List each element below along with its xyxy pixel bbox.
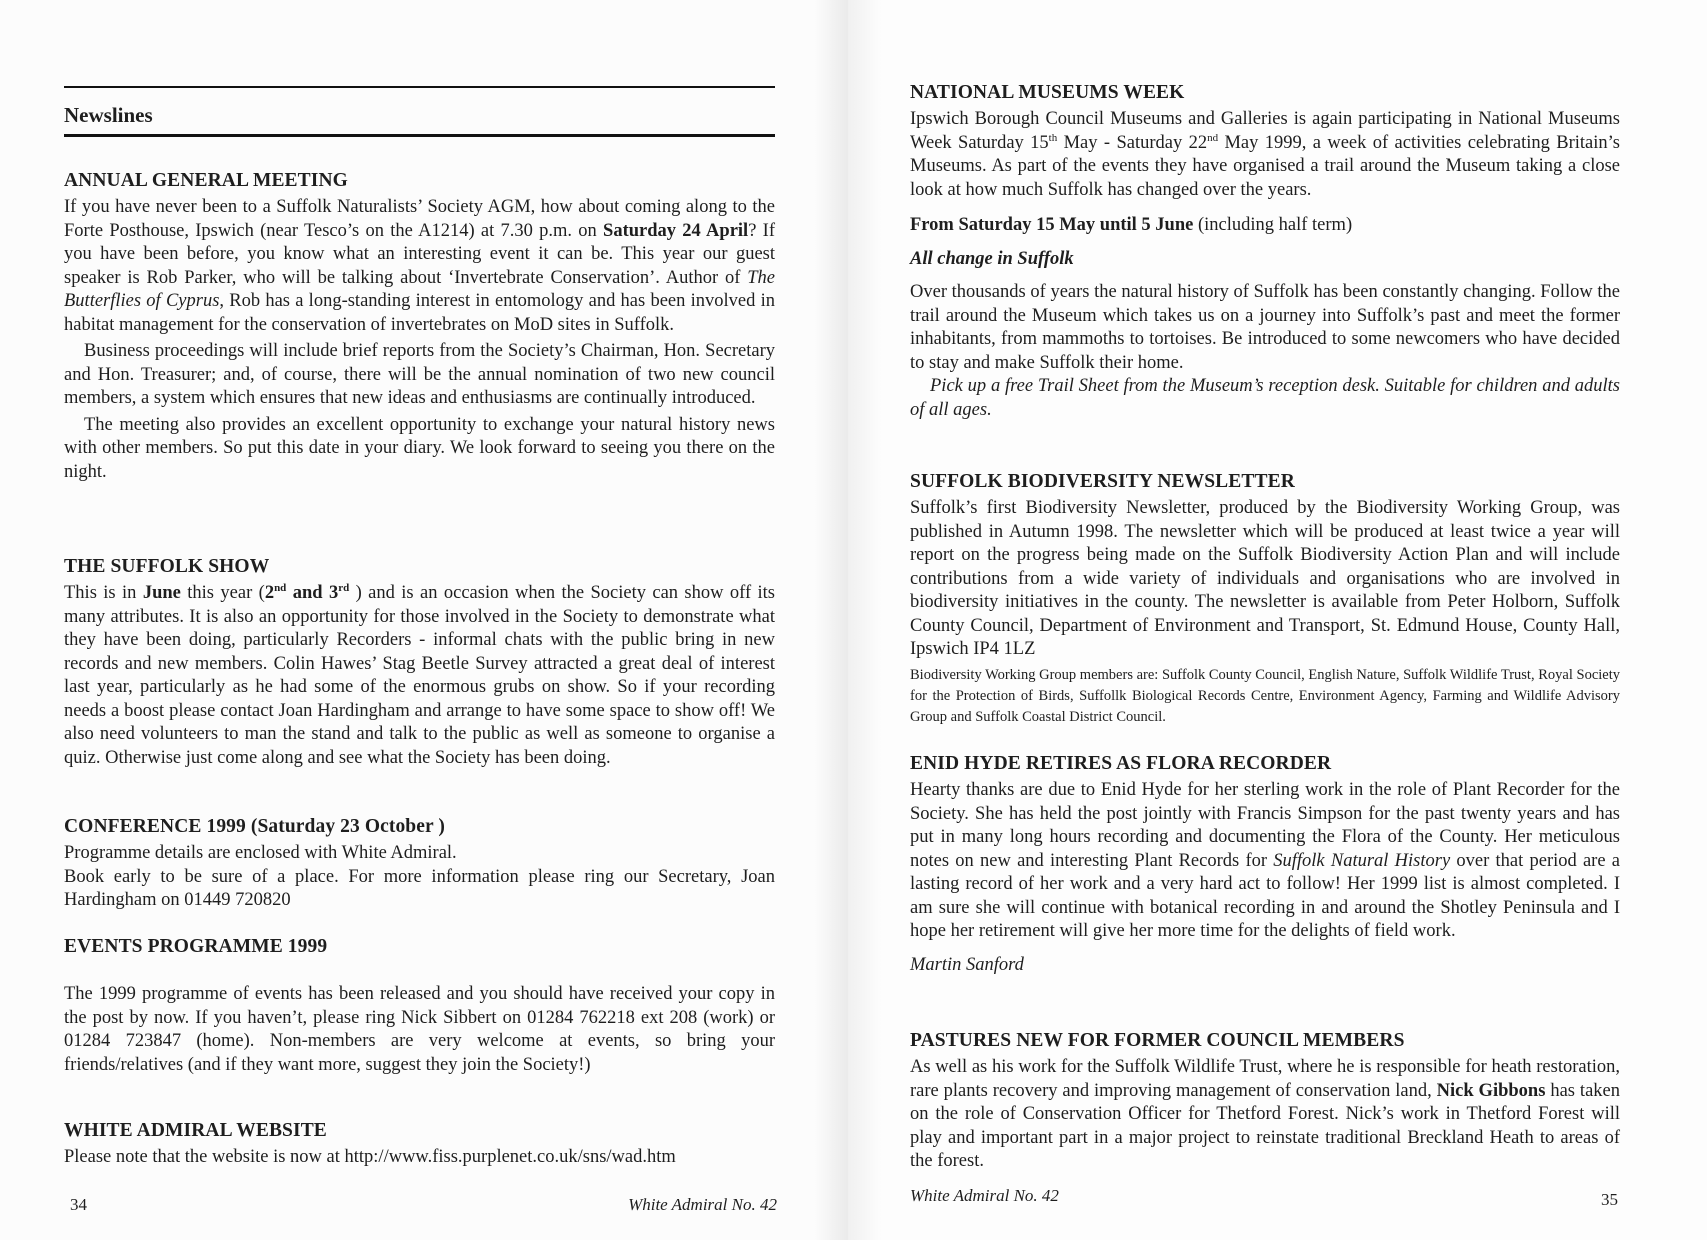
pastures-text: As well as his work for the Suffolk Wildlife Trust, where he is responsible for heath restoration, rare plants recovery and improving management of conservation land, (910, 1057, 1620, 1101)
suffolk-show-heading: THE SUFFOLK SHOW (64, 556, 270, 577)
website-paragraph: Please note that the website is now at http://www.fiss.purplenet.co.uk/sns/wad.htm (64, 1147, 676, 1167)
agm-date: Saturday 24 April (603, 220, 749, 241)
journal-title: Suffolk Natural History (1273, 850, 1451, 871)
events-paragraph: The 1999 programme of events has been released and you should have received your copy in the post by now. If you haven’t, please ring Nick Sibbert on 01284 762218 ext 208 (work) or 01284 723847 (home). Non-members are very welcome at events, so bring your friends/relatives (and if they want more, suggest they join the Society!) (64, 984, 775, 1075)
museums-section (910, 81, 1620, 422)
book-title: The Butterflies of Cyprus (64, 267, 775, 311)
signature: Martin Sanford (910, 954, 1024, 975)
website-heading: WHITE ADMIRAL WEBSITE (64, 1120, 327, 1141)
show-text: ) and is an occasion when the Society can show off its many attributes. It is also an opportunity for those involved in the Society to demonstrate what they have been doing, particularly Recorders - informal chats with the public bring in new records and new members. Colin Hawes’ Stag Beetle Survey attracted a great deal of interest last year, particularly as he had some of the enormous grubs on show. So if your recording needs a boost please contact Joan Hardingham and arrange to have some space to show off! We also need volunteers to man the stand and talk to the public as well as someone to organise a quiz. Otherwise just come along and see what the Society has been doing. (64, 583, 776, 768)
biodiversity-members-note: Biodiversity Working Group members are: Suffolk County Council, English Nature, Suffolk Wildlife Trust, Royal Society for the Protection of Birds, Suffollk Biological Records Centre, Environment Agency, Farming and Wildlife Advisory Group and Suffolk Coastal District Council. (910, 666, 1620, 725)
museums-text: May - Saturday 22 (1057, 132, 1208, 153)
show-date-1: 2 (264, 583, 275, 603)
enid-text: Hearty thanks are due to Enid Hyde for her sterling work in the role of Plant Recorder for the Society. She has held the post jointly with Francis Simpson for the past twenty years and has put in many long hours recording and documenting the Flora of the County. Her meticulous notes on new and interesting Plant Records for (910, 780, 1620, 871)
enid-text: over that period are a lasting record of her work and a very hard act to follow! Her 1999 list is almost completed. I am sure she will continue with botanical recording in and around the Shotley Peninsula and I hope her retirement will give her more time for the delights of field work. (910, 850, 1620, 941)
ordinal: th (1048, 131, 1058, 144)
agm-text: If you have never been to a Suffolk Naturalists’ Society AGM, how about coming along to the Forte Posthouse, Ipswich (near Tesco’s on the A1214) at 7.30 p.m. on (64, 197, 775, 241)
enid-hyde-heading: ENID HYDE RETIRES AS FLORA RECORDER (910, 753, 1332, 774)
museums-paragraph-1 (910, 108, 1620, 202)
suffolk-show-paragraph (64, 582, 775, 770)
show-text: This is in (64, 583, 143, 603)
website-section (64, 1119, 775, 1170)
pastures-section (910, 1029, 1620, 1174)
events-section (64, 935, 775, 1077)
museums-subhead: All change in Suffolk (910, 248, 1074, 269)
biodiversity-section (910, 470, 1620, 728)
conference-section (64, 815, 775, 913)
museums-dates (910, 214, 1620, 238)
ordinal: rd (338, 582, 350, 594)
pastures-text: has taken on the role of Conservation Officer for Thetford Forest. Nick’s work in Thetford Forest will play and important part in a major project to reinstate traditional Breckland Heath to areas of the forest. (910, 1080, 1620, 1171)
left-page (0, 0, 848, 1240)
pastures-heading: PASTURES NEW FOR FORMER COUNCIL MEMBERS (910, 1030, 1405, 1051)
show-dates (265, 583, 349, 603)
museums-dates-rest: (including half term) (1193, 215, 1353, 235)
page-number-left: 34 (70, 1195, 87, 1214)
ordinal: nd (274, 582, 287, 594)
conference-heading: CONFERENCE 1999 (Saturday 23 October ) (64, 816, 445, 837)
right-page (848, 0, 1707, 1240)
biodiversity-paragraph: Suffolk’s first Biodiversity Newsletter, produced by the Biodiversity Working Group, was published in Autumn 1998. The newsletter which will be produced at least twice a year will report on the progress being made on the Suffolk Biodiversity Action Plan and will include contributions from a wide variety of individuals and organisations who are involved in biodiversity initiatives in the county. The newsletter is available from Peter Holborn, Suffolk County Council, Department of Environment and Transport, St. Edmund House, County Hall, Ipswich IP4 1LZ (910, 498, 1620, 659)
footer-title-left: White Admiral No. 42 (628, 1195, 777, 1214)
suffolk-show-section (64, 555, 775, 770)
museums-paragraph-3: Pick up a free Trail Sheet from the Museum’s reception desk. Suitable for children and adults of all ages. (910, 376, 1620, 420)
show-text: this year ( (180, 583, 265, 603)
gutter-shadow (848, 0, 882, 1240)
museums-paragraph-2: Over thousands of years the natural history of Suffolk has been constantly changing. Follow the trail around the Museum which takes us on a journey into Suffolk’s past and meet the former inhabitants, from mammoths to tortoises. Be introduced to some newcomers who have decided to stay and make Suffolk their home. (910, 282, 1620, 373)
enid-hyde-section (910, 752, 1620, 977)
museums-dates-bold: From Saturday 15 May until 5 June (910, 215, 1194, 235)
museums-text: Ipswich Borough Council Museums and Galleries is again participating in National Museums Week Saturday 15 (910, 109, 1620, 153)
pastures-paragraph (910, 1056, 1620, 1174)
show-date-2: and 3 (286, 583, 339, 603)
newslines-header (64, 86, 775, 137)
agm-paragraph-2: Business proceedings will include brief reports from the Society’s Chairman, Hon. Secretary and Hon. Treasurer; and, of course, there will be the annual nomination of two new council members, a system which ensures that new ideas and enthusiasms are continually introduced. (64, 341, 775, 408)
museums-heading: NATIONAL MUSEUMS WEEK (910, 82, 1185, 103)
agm-section (64, 169, 775, 484)
agm-paragraph-3: The meeting also provides an excellent opportunity to exchange your natural history news with other members. So put this date in your diary. We look forward to seeing you there on the night. (64, 414, 775, 482)
events-heading: EVENTS PROGRAMME 1999 (64, 936, 328, 957)
biodiversity-heading: SUFFOLK BIODIVERSITY NEWSLETTER (910, 471, 1295, 492)
enid-hyde-paragraph (910, 779, 1620, 944)
agm-text: ? If you have been before, you know what an interesting event it can be. This year our guest speaker is Rob Parker, who will be talking about ‘Invertebrate Conservation’. Author of (64, 220, 775, 288)
newslines-title: Newslines (64, 103, 153, 127)
conference-line-2: Book early to be sure of a place. For more information please ring our Secretary, Joan Hardingham on 01449 720820 (64, 866, 775, 910)
show-month: June (142, 583, 181, 603)
footer-title-right: White Admiral No. 42 (910, 1186, 1059, 1205)
person-name: Nick Gibbons (1436, 1080, 1546, 1101)
conference-line-1: Programme details are enclosed with White Admiral. (64, 843, 457, 863)
agm-paragraph-1 (64, 196, 775, 337)
gutter-shadow (814, 0, 848, 1240)
agm-heading: ANNUAL GENERAL MEETING (64, 170, 348, 191)
ordinal: nd (1207, 131, 1219, 144)
museums-text: May 1999, a week of activities celebrating Britain’s Museums. As part of the events they have organised a trail around the Museum taking a close look at how much Suffolk has changed over the years. (910, 132, 1620, 200)
agm-text: , Rob has a long-standing interest in entomology and has been involved in habitat management for the conservation of invertebrates on MoD sites in Suffolk. (64, 291, 775, 335)
page-number-right: 35 (1601, 1190, 1618, 1209)
header-bottom-rule (64, 134, 775, 137)
